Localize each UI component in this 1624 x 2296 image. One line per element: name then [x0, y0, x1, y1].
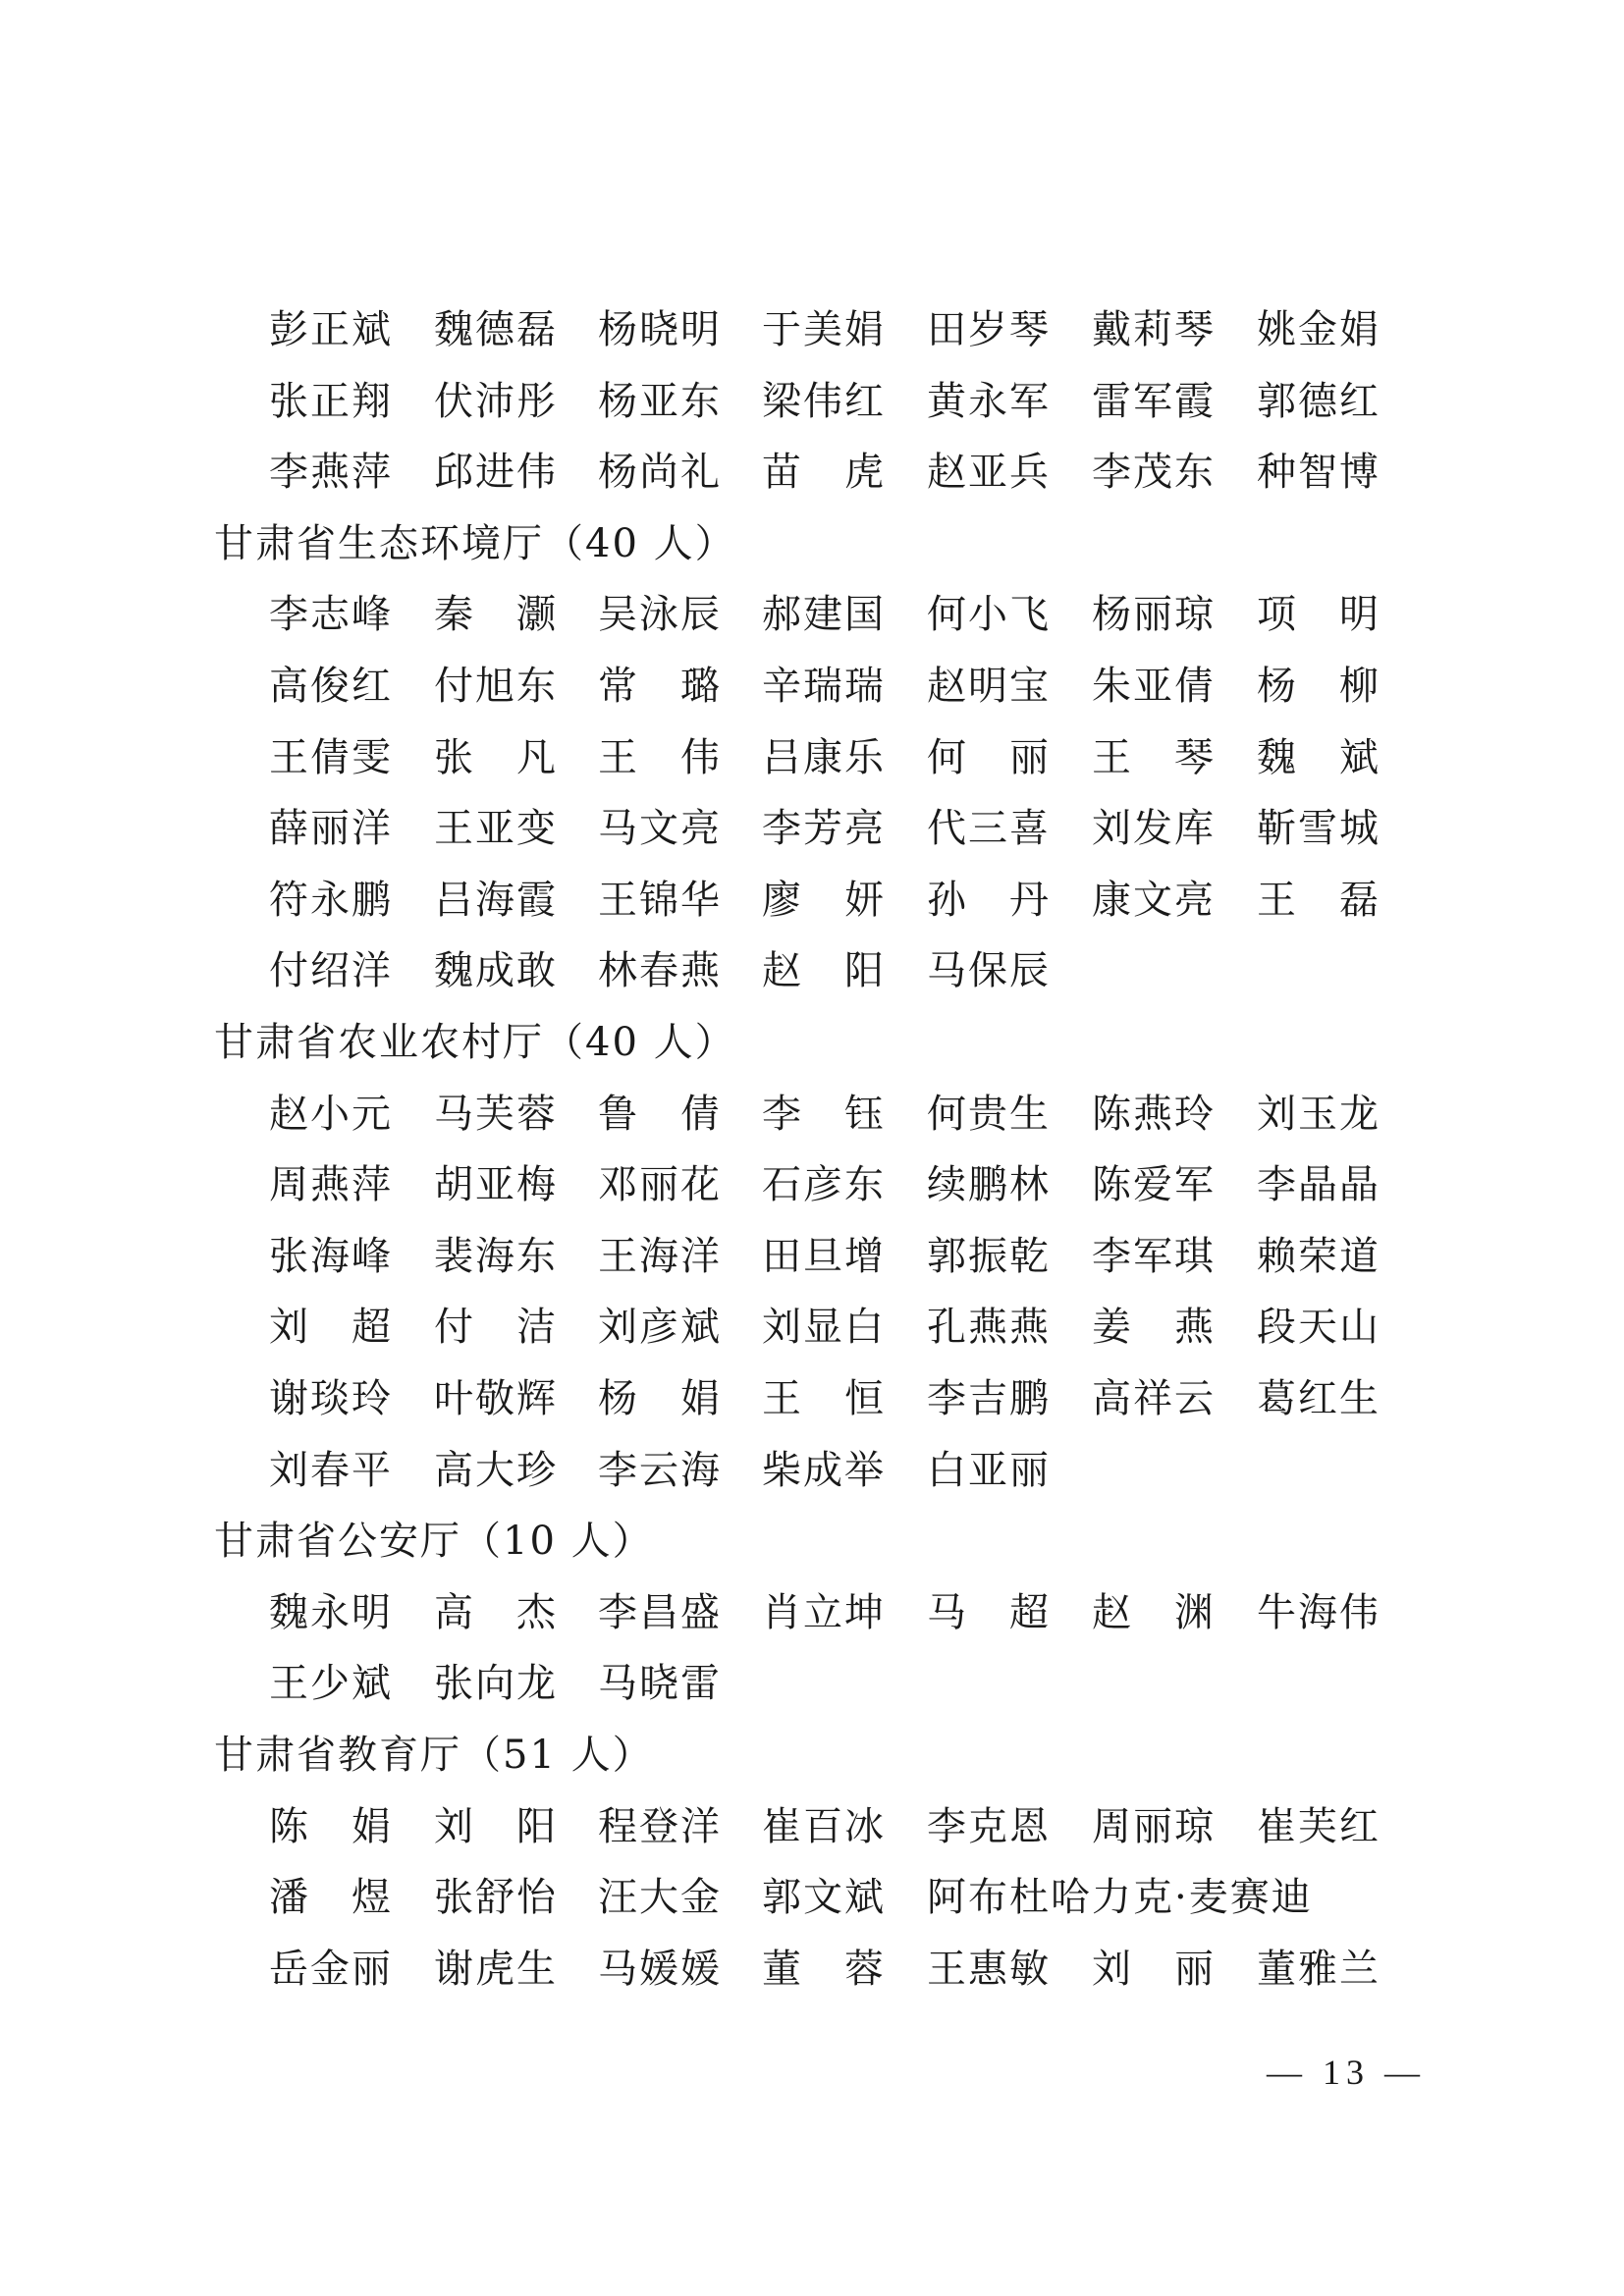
person-name: 刘 阳 — [434, 1804, 558, 1849]
person-name: 田旦增 — [762, 1234, 886, 1279]
person-name: 田岁琴 — [927, 307, 1051, 352]
person-name: 姜 燕 — [1092, 1305, 1216, 1350]
person-name: 王 恒 — [762, 1376, 886, 1421]
person-name: 赵小元 — [269, 1092, 393, 1137]
person-name: 李克恩 — [927, 1804, 1051, 1849]
person-name: 岳金丽 — [269, 1947, 393, 1992]
person-name: 苗 虎 — [762, 450, 886, 495]
person-name: 郭文斌 — [762, 1875, 886, 1920]
person-name: 陈爱军 — [1092, 1162, 1216, 1207]
person-name: 杨亚东 — [598, 379, 722, 424]
person-name: 付旭东 — [434, 664, 558, 709]
person-name: 康文亮 — [1092, 878, 1216, 923]
person-name: 付 洁 — [434, 1305, 558, 1350]
person-name: 肖立坤 — [762, 1590, 886, 1635]
person-name: 王少斌 — [269, 1661, 393, 1706]
person-name: 段天山 — [1257, 1305, 1380, 1350]
page-number: — 13 — — [1267, 2053, 1426, 2092]
person-name: 魏永明 — [269, 1590, 393, 1635]
person-name: 崔百冰 — [762, 1804, 886, 1849]
person-name: 王 伟 — [598, 735, 722, 780]
section-heading: 甘肃省教育厅（51 人） — [214, 1733, 654, 1778]
person-name: 王 琴 — [1092, 735, 1216, 780]
person-name: 刘玉龙 — [1257, 1092, 1380, 1137]
person-name: 邱进伟 — [434, 450, 558, 495]
person-name: 高大珍 — [434, 1448, 558, 1493]
person-name: 赵亚兵 — [927, 450, 1051, 495]
person-name: 马媛媛 — [598, 1947, 722, 1992]
person-name: 李志峰 — [269, 592, 393, 637]
person-name: 雷军霞 — [1092, 379, 1216, 424]
person-name: 刘显白 — [762, 1305, 886, 1350]
person-name: 白亚丽 — [927, 1448, 1051, 1493]
person-name: 马文亮 — [598, 806, 722, 851]
person-name: 周丽琼 — [1092, 1804, 1216, 1849]
person-name: 马 超 — [927, 1590, 1051, 1635]
person-name: 刘彦斌 — [598, 1305, 722, 1350]
person-name: 葛红生 — [1257, 1376, 1380, 1421]
person-name: 魏成敢 — [434, 948, 558, 993]
person-name: 赵 渊 — [1092, 1590, 1216, 1635]
person-name: 潘 煜 — [269, 1875, 393, 1920]
person-name: 李吉鹏 — [927, 1376, 1051, 1421]
person-name: 叶敬辉 — [434, 1376, 558, 1421]
person-name: 陈 娟 — [269, 1804, 393, 1849]
person-name: 高祥云 — [1092, 1376, 1216, 1421]
person-name: 马晓雷 — [598, 1661, 722, 1706]
section-heading: 甘肃省生态环境厅（40 人） — [214, 521, 736, 566]
person-name: 柴成举 — [762, 1448, 886, 1493]
person-name: 李芳亮 — [762, 806, 886, 851]
person-name: 项 明 — [1257, 592, 1380, 637]
person-name: 董 蓉 — [762, 1947, 886, 1992]
person-name: 陈燕玲 — [1092, 1092, 1216, 1137]
person-name: 郭振乾 — [927, 1234, 1051, 1279]
person-name: 谢虎生 — [434, 1947, 558, 1992]
person-name: 马芙蓉 — [434, 1092, 558, 1137]
person-name: 谢琰玲 — [269, 1376, 393, 1421]
person-name: 王倩雯 — [269, 735, 393, 780]
person-name: 孙 丹 — [927, 878, 1051, 923]
person-name: 刘发库 — [1092, 806, 1216, 851]
person-name: 吴泳辰 — [598, 592, 722, 637]
person-name: 何 丽 — [927, 735, 1051, 780]
person-name: 李晶晶 — [1257, 1162, 1380, 1207]
person-name: 郝建国 — [762, 592, 886, 637]
person-name: 廖 妍 — [762, 878, 886, 923]
person-name: 王锦华 — [598, 878, 722, 923]
person-name: 杨尚礼 — [598, 450, 722, 495]
person-name: 代三喜 — [927, 806, 1051, 851]
person-name: 崔芙红 — [1257, 1804, 1380, 1849]
person-name: 辛瑞瑞 — [762, 664, 886, 709]
person-name: 周燕萍 — [269, 1162, 393, 1207]
person-name: 刘春平 — [269, 1448, 393, 1493]
person-name: 程登洋 — [598, 1804, 722, 1849]
person-name: 彭正斌 — [269, 307, 393, 352]
person-name: 李军琪 — [1092, 1234, 1216, 1279]
person-name: 薛丽洋 — [269, 806, 393, 851]
person-name: 姚金娟 — [1257, 307, 1380, 352]
person-name: 张 凡 — [434, 735, 558, 780]
person-name: 高俊红 — [269, 664, 393, 709]
person-name: 李燕萍 — [269, 450, 393, 495]
person-name: 于美娟 — [762, 307, 886, 352]
person-name: 王海洋 — [598, 1234, 722, 1279]
person-name: 梁伟红 — [762, 379, 886, 424]
person-name: 张舒怡 — [434, 1875, 558, 1920]
person-name: 常 璐 — [598, 664, 722, 709]
person-name: 何小飞 — [927, 592, 1051, 637]
person-name: 符永鹏 — [269, 878, 393, 923]
person-name: 秦 灏 — [434, 592, 558, 637]
person-name: 戴莉琴 — [1092, 307, 1216, 352]
person-name: 阿布杜哈力克·麦赛迪 — [927, 1875, 1313, 1920]
person-name: 刘 超 — [269, 1305, 393, 1350]
person-name: 马保辰 — [927, 948, 1051, 993]
person-name: 吕康乐 — [762, 735, 886, 780]
person-name: 王 磊 — [1257, 878, 1380, 923]
person-name: 张正翔 — [269, 379, 393, 424]
person-name: 黄永军 — [927, 379, 1051, 424]
section-heading: 甘肃省农业农村厅（40 人） — [214, 1020, 736, 1065]
person-name: 高 杰 — [434, 1590, 558, 1635]
person-name: 汪大金 — [598, 1875, 722, 1920]
person-name: 胡亚梅 — [434, 1162, 558, 1207]
person-name: 付绍洋 — [269, 948, 393, 993]
person-name: 吕海霞 — [434, 878, 558, 923]
person-name: 赖荣道 — [1257, 1234, 1380, 1279]
person-name: 王惠敏 — [927, 1947, 1051, 1992]
person-name: 种智博 — [1257, 450, 1380, 495]
person-name: 靳雪城 — [1257, 806, 1380, 851]
person-name: 孔燕燕 — [927, 1305, 1051, 1350]
person-name: 鲁 倩 — [598, 1092, 722, 1137]
person-name: 赵明宝 — [927, 664, 1051, 709]
person-name: 杨 柳 — [1257, 664, 1380, 709]
person-name: 何贵生 — [927, 1092, 1051, 1137]
person-name: 杨丽琼 — [1092, 592, 1216, 637]
person-name: 郭德红 — [1257, 379, 1380, 424]
person-name: 李 钰 — [762, 1092, 886, 1137]
person-name: 牛海伟 — [1257, 1590, 1380, 1635]
section-heading: 甘肃省公安厅（10 人） — [214, 1519, 654, 1564]
person-name: 董雅兰 — [1257, 1947, 1380, 1992]
person-name: 伏沛彤 — [434, 379, 558, 424]
person-name: 朱亚倩 — [1092, 664, 1216, 709]
person-name: 李昌盛 — [598, 1590, 722, 1635]
person-name: 张向龙 — [434, 1661, 558, 1706]
person-name: 李茂东 — [1092, 450, 1216, 495]
person-name: 赵 阳 — [762, 948, 886, 993]
person-name: 杨 娟 — [598, 1376, 722, 1421]
person-name: 魏德磊 — [434, 307, 558, 352]
person-name: 杨晓明 — [598, 307, 722, 352]
person-name: 魏 斌 — [1257, 735, 1380, 780]
person-name: 石彦东 — [762, 1162, 886, 1207]
person-name: 林春燕 — [598, 948, 722, 993]
person-name: 续鹏林 — [927, 1162, 1051, 1207]
person-name: 李云海 — [598, 1448, 722, 1493]
person-name: 裴海东 — [434, 1234, 558, 1279]
person-name: 张海峰 — [269, 1234, 393, 1279]
person-name: 邓丽花 — [598, 1162, 722, 1207]
person-name: 刘 丽 — [1092, 1947, 1216, 1992]
person-name: 王亚变 — [434, 806, 558, 851]
